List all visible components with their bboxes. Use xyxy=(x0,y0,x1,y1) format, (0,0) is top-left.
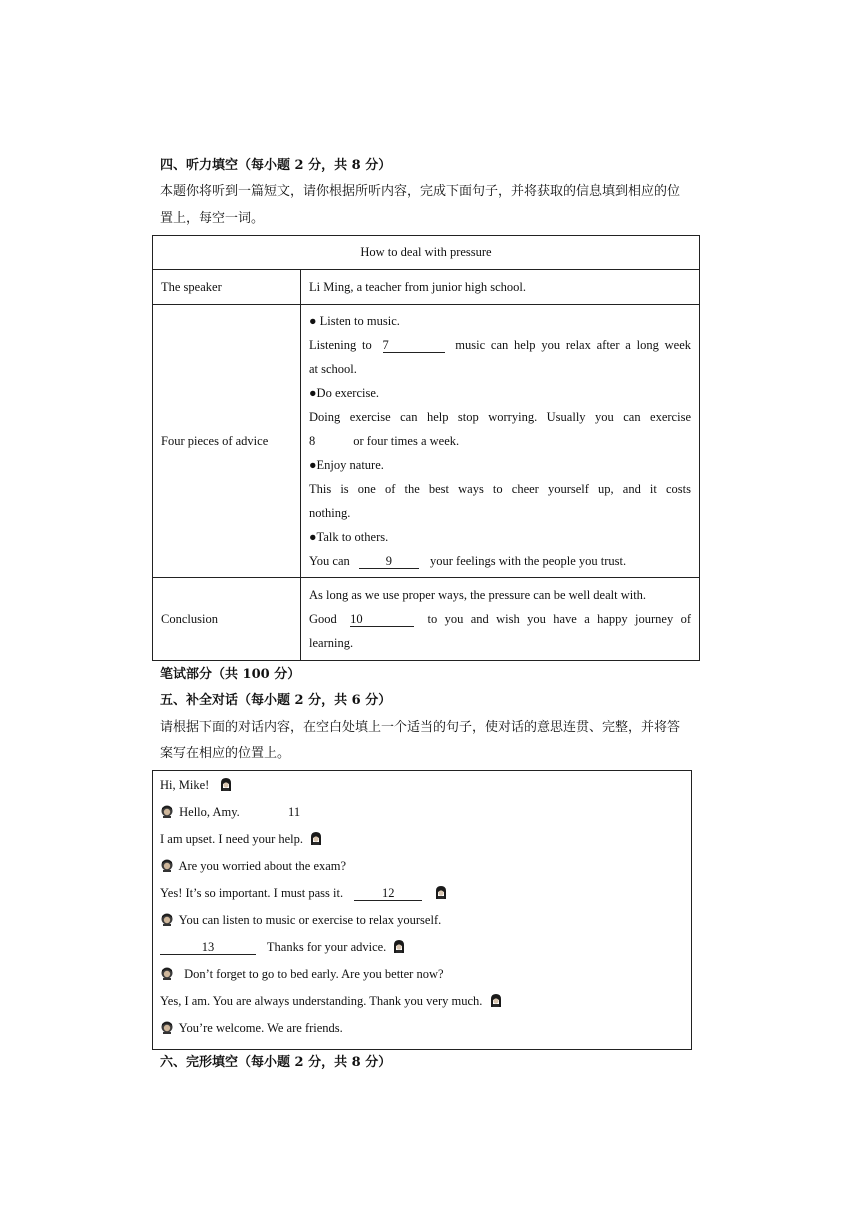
table-title: How to deal with pressure xyxy=(153,236,700,270)
advice2-heading: ●Do exercise. xyxy=(309,386,380,400)
conclusion-cell xyxy=(301,578,700,661)
section5-instruction-line2: 案写在相应的位置上。 xyxy=(160,746,291,761)
advice2-continuation xyxy=(309,429,691,453)
blank-10[interactable]: 10 xyxy=(350,612,414,627)
dialog-text-5: Yes! It’s so important. I must pass it. xyxy=(160,886,344,900)
dialog-text-8: Don’t forget to go to bed early. Are you better now? xyxy=(184,967,444,981)
dialog-text-9: Yes, I am. You are always understanding. Thank you very much. xyxy=(160,994,483,1008)
dialog-line-3 xyxy=(160,832,322,847)
blank-12[interactable]: 12 xyxy=(354,886,422,901)
dialog-line-8 xyxy=(161,967,444,982)
conclusion-post: to you and wish you have a happy journey of xyxy=(427,612,692,626)
dialog-line-1 xyxy=(160,778,232,793)
boy-avatar-icon xyxy=(161,1021,173,1034)
speaker-label: The speaker xyxy=(153,270,301,305)
advice4-sentence xyxy=(309,549,691,573)
dialog-text-1: Hi, Mike! xyxy=(160,778,210,792)
dialog-text-3: I am upset. I need your help. xyxy=(160,832,304,846)
dialog-line-6 xyxy=(161,913,441,928)
advice1-sentence xyxy=(309,333,691,357)
section4-instruction-line2: 置上，每空一词。 xyxy=(160,211,265,226)
conclusion-label: Conclusion xyxy=(153,578,301,661)
boy-avatar-icon xyxy=(161,805,173,818)
dialog-line-4 xyxy=(161,859,346,874)
dialog-text-2: Hello, Amy. xyxy=(179,805,240,819)
boy-avatar-icon xyxy=(161,913,173,926)
conclusion-line1: As long as we use proper ways, the pressure can be well dealt with. xyxy=(309,588,647,602)
dialog-text-4: Are you worried about the exam? xyxy=(178,859,347,873)
section6-heading: 六、完形填空（每小题 2 分，共 8 分） xyxy=(160,1055,392,1070)
dialog-line-7 xyxy=(160,940,405,955)
girl-avatar-icon xyxy=(310,832,322,845)
dialog-line-5 xyxy=(160,886,447,901)
conclusion-sentence xyxy=(309,607,691,631)
girl-avatar-icon xyxy=(393,940,405,953)
section4-instruction-line1: 本题你将听到一篇短文，请你根据所听内容，完成下面句子，并将获取的信息填到相应的位 xyxy=(160,184,681,199)
boy-avatar-icon xyxy=(161,967,173,980)
dialog-box xyxy=(152,770,692,1050)
advice1-post: music can help you relax after a long week xyxy=(455,338,691,352)
blank-13[interactable]: 13 xyxy=(160,940,256,955)
advice4-pre: You can xyxy=(309,554,350,568)
dialog-line-9 xyxy=(160,994,502,1009)
advice1-heading: ● Listen to music. xyxy=(309,314,400,328)
advice-cell xyxy=(301,305,700,578)
girl-avatar-icon xyxy=(435,886,447,899)
blank-8[interactable]: 8 xyxy=(309,434,316,448)
girl-avatar-icon xyxy=(220,778,232,791)
section5-instruction-line1: 请根据下面的对话内容，在空白处填上一个适当的句子，使对话的意思连贯、完整，并将答 xyxy=(160,720,681,735)
blank-9[interactable]: 9 xyxy=(359,554,419,569)
advice4-post: your feelings with the people you trust. xyxy=(430,554,627,568)
advice2-sentence: Doing exercise can help stop worrying. Usually you can exercise xyxy=(309,410,691,424)
dialog-text-7: Thanks for your advice. xyxy=(266,940,387,954)
advice3-sentence: This is one of the best ways to cheer yourself up, and it costs xyxy=(309,482,691,496)
section5-heading: 五、补全对话（每小题 2 分，共 6 分） xyxy=(160,693,392,708)
listening-table xyxy=(152,235,700,661)
dialog-line-10 xyxy=(161,1021,343,1036)
advice3-heading: ●Enjoy nature. xyxy=(309,458,384,472)
advice1-pre: Listening to xyxy=(309,338,372,352)
speaker-value: Li Ming, a teacher from junior high school. xyxy=(301,270,700,305)
dialog-line-2 xyxy=(161,805,300,820)
dialog-text-6: You can listen to music or exercise to relax yourself. xyxy=(178,913,442,927)
boy-avatar-icon xyxy=(161,859,173,872)
written-part-heading: 笔试部分（共 100 分） xyxy=(160,667,301,682)
advice3-continuation: nothing. xyxy=(309,506,351,520)
advice2-post: or four times a week. xyxy=(353,434,460,448)
advice4-heading: ●Talk to others. xyxy=(309,530,389,544)
blank-7[interactable]: 7 xyxy=(383,338,445,353)
advice-label: Four pieces of advice xyxy=(153,305,301,578)
conclusion-pre: Good xyxy=(309,612,337,626)
conclusion-continuation: learning. xyxy=(309,636,354,650)
girl-avatar-icon xyxy=(490,994,502,1007)
dialog-text-10: You’re welcome. We are friends. xyxy=(178,1021,343,1035)
blank-11[interactable]: 11 xyxy=(288,805,301,819)
advice1-continuation: at school. xyxy=(309,362,357,376)
section4-heading: 四、听力填空（每小题 2 分，共 8 分） xyxy=(160,158,392,173)
